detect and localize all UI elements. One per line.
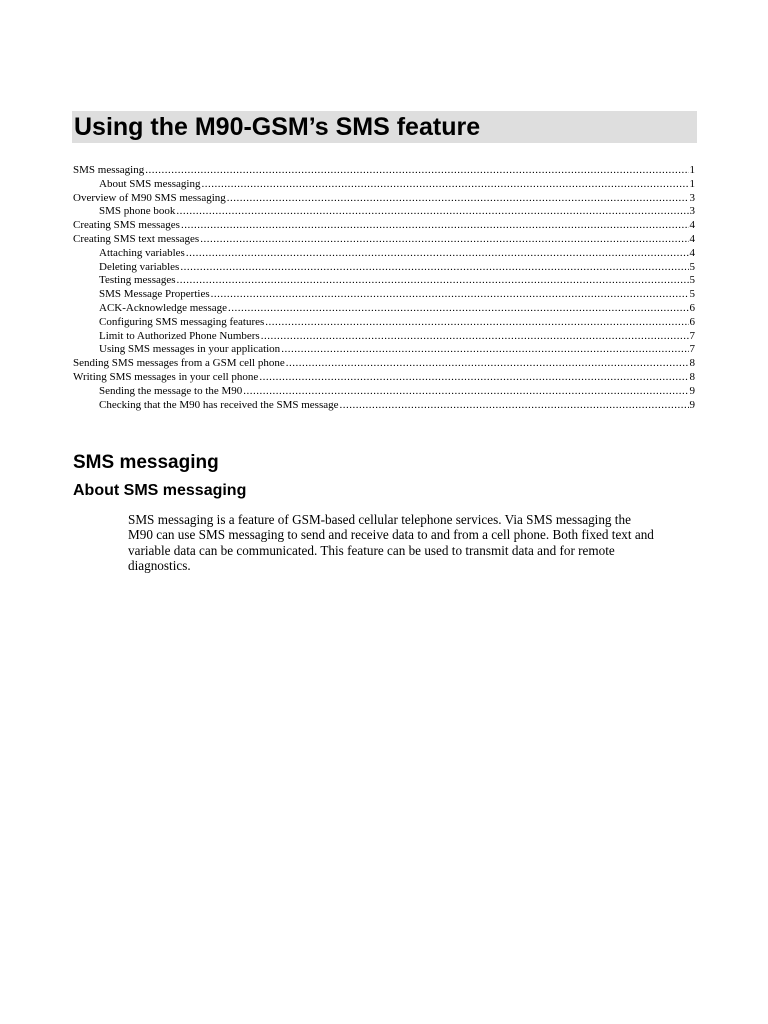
toc-entry[interactable] — [73, 178, 695, 192]
toc-page-number: 5 — [689, 260, 695, 273]
toc-dot-leader — [201, 178, 688, 192]
toc-page-number: 7 — [689, 329, 695, 342]
toc-entry-title: SMS phone book — [99, 205, 176, 218]
toc-page-number: 6 — [689, 315, 695, 328]
toc-page-number: 5 — [689, 288, 695, 301]
toc-entry[interactable] — [73, 399, 695, 413]
toc-dot-leader — [176, 205, 688, 219]
toc-entry[interactable] — [73, 288, 695, 302]
toc-entry[interactable] — [73, 316, 695, 330]
toc-page-number: 4 — [689, 246, 695, 259]
toc-dot-leader — [286, 357, 689, 371]
toc-dot-leader — [181, 219, 689, 233]
toc-entry-title: Sending the message to the M90 — [99, 384, 243, 397]
toc-dot-leader — [228, 302, 689, 316]
toc-page-number: 7 — [689, 343, 695, 356]
toc-entry-title: SMS Message Properties — [99, 288, 210, 301]
toc-dot-leader — [340, 399, 689, 413]
toc-entry[interactable] — [73, 385, 695, 399]
toc-entry-title: Configuring SMS messaging features — [99, 315, 265, 328]
toc-entry[interactable] — [73, 274, 695, 288]
toc-entry-title: Overview of M90 SMS messaging — [73, 191, 226, 204]
toc-page-number: 1 — [689, 177, 695, 190]
toc-entry-title: Sending SMS messages from a GSM cell phone — [73, 357, 285, 370]
toc-dot-leader — [261, 330, 689, 344]
toc-dot-leader — [177, 274, 689, 288]
paragraph-line: M90 can use SMS messaging to send and receive data to and from a cell phone. Both fixed text and — [128, 527, 654, 543]
toc-page-number: 8 — [689, 370, 695, 383]
toc-dot-leader — [200, 233, 688, 247]
toc-entry-title: Writing SMS messages in your cell phone — [73, 370, 259, 383]
toc-page-number: 9 — [689, 384, 695, 397]
toc-page-number: 9 — [689, 398, 695, 411]
paragraph-line: diagnostics. — [128, 557, 191, 573]
toc-page-number: 6 — [689, 301, 695, 314]
toc-entry-title: Testing messages — [99, 274, 176, 287]
toc-entry[interactable] — [73, 302, 695, 316]
toc-dot-leader — [281, 343, 688, 357]
table-of-contents — [73, 164, 695, 412]
toc-page-number: 1 — [689, 164, 695, 176]
toc-entry[interactable] — [73, 371, 695, 385]
document-title-bar — [72, 111, 697, 143]
body-paragraph — [128, 512, 708, 573]
toc-page-number: 4 — [689, 232, 695, 245]
toc-entry-title: Creating SMS messages — [73, 219, 180, 232]
toc-dot-leader — [180, 261, 688, 275]
toc-entry[interactable] — [73, 343, 695, 357]
toc-page-number: 5 — [689, 274, 695, 287]
paragraph-line: variable data can be communicated. This feature can be used to transmit data and for remote — [128, 542, 615, 558]
toc-page-number: 3 — [689, 191, 695, 204]
toc-entry[interactable] — [73, 247, 695, 261]
toc-entry-title: Checking that the M90 has received the SMS message — [99, 398, 339, 411]
toc-entry-title: Deleting variables — [99, 260, 180, 273]
toc-dot-leader — [259, 371, 688, 385]
toc-entry[interactable] — [73, 261, 695, 275]
toc-entry-title: Attaching variables — [99, 246, 185, 259]
document-title: Using the M90-GSM’s SMS feature — [74, 113, 481, 141]
toc-entry-title: ACK-Acknowledge message — [99, 301, 227, 314]
toc-dot-leader — [227, 192, 689, 206]
toc-entry[interactable] — [73, 233, 695, 247]
toc-dot-leader — [186, 247, 689, 261]
toc-entry-title: Creating SMS text messages — [73, 232, 200, 245]
paragraph-line: SMS messaging is a feature of GSM-based cellular telephone services. Via SMS messaging the — [128, 512, 631, 527]
toc-page-number: 3 — [689, 205, 695, 218]
toc-entry-title: About SMS messaging — [99, 177, 201, 190]
section-heading: SMS messaging — [73, 452, 219, 473]
toc-page-number: 4 — [689, 219, 695, 232]
toc-entry[interactable] — [73, 164, 695, 178]
toc-entry-title: Using SMS messages in your application — [99, 343, 281, 356]
toc-dot-leader — [243, 385, 688, 399]
toc-entry[interactable] — [73, 330, 695, 344]
toc-page-number: 8 — [689, 357, 695, 370]
toc-dot-leader — [265, 316, 688, 330]
toc-entry[interactable] — [73, 205, 695, 219]
section-subheading: About SMS messaging — [73, 482, 247, 499]
toc-entry-title: SMS messaging — [73, 164, 145, 176]
toc-entry[interactable] — [73, 219, 695, 233]
toc-dot-leader — [145, 164, 688, 178]
toc-dot-leader — [211, 288, 689, 302]
toc-entry-title: Limit to Authorized Phone Numbers — [99, 329, 260, 342]
toc-entry[interactable] — [73, 192, 695, 206]
toc-entry[interactable] — [73, 357, 695, 371]
